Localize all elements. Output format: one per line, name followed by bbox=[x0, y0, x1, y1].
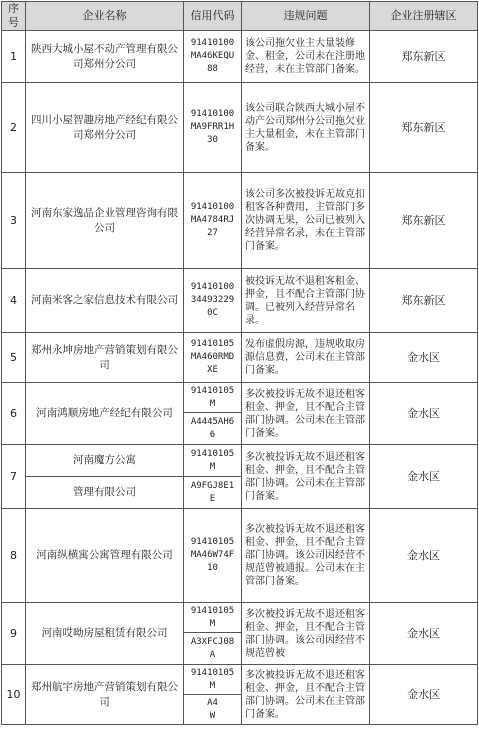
violation-text: 发布虚假房源，违规收取房源信息费，公司未在主管部门备案。 bbox=[242, 333, 370, 383]
region: 郑东新区 bbox=[370, 173, 478, 269]
region: 金水区 bbox=[370, 445, 478, 509]
row-index: 2 bbox=[2, 83, 26, 173]
credit-code-top: 91410105 M bbox=[184, 665, 242, 695]
table-row bbox=[2, 445, 478, 477]
credit-code: 91410105 MA460RMD XE bbox=[184, 333, 242, 383]
credit-code-bottom: A3XFCJ08 A bbox=[184, 633, 242, 665]
company-name: 郑州航宇房地产营销策划有限公司 bbox=[26, 665, 184, 725]
credit-code: 91410105 MA46W74F 10 bbox=[184, 509, 242, 603]
credit-code-top: 91410105 M bbox=[184, 445, 242, 477]
credit-code-top: 91410105 M bbox=[184, 383, 242, 413]
company-name: 河南鸿顺房地产经纪有限公司 bbox=[26, 383, 184, 445]
credit-code: 91410100 MA46KEQU 88 bbox=[184, 31, 242, 83]
violation-text: 该公司拖欠业主大量装修金、租金，公司未在注册地经营，未在主管部门备案。 bbox=[242, 31, 370, 83]
company-name: 河南哎呦房屋租赁有限公司 bbox=[26, 603, 184, 665]
credit-code-top: 91410105 M bbox=[184, 603, 242, 633]
row-index: 7 bbox=[2, 445, 26, 509]
violation-text: 该公司多次被投诉无故克扣租客各种费用，主管部门多次协调无果，公司已被列入经营异常名录，未在主管部门备案。 bbox=[242, 173, 370, 269]
company-name-top: 河南魔方公寓 bbox=[26, 445, 184, 477]
credit-code: 91410100 MA9FRR1H 30 bbox=[184, 83, 242, 173]
row-index: 4 bbox=[2, 269, 26, 333]
credit-code-bottom: A4 W bbox=[184, 695, 242, 725]
region: 郑东新区 bbox=[370, 31, 478, 83]
violation-text: 多次被投诉无故不退还租客租金、押金，且不配合主管部门协调。公司未在主管部门备案。 bbox=[242, 665, 370, 725]
table-row bbox=[2, 509, 478, 603]
table-row bbox=[2, 31, 478, 83]
table-row bbox=[2, 173, 478, 269]
company-name: 陕西大城小屋不动产管理有限公司郑州分公司 bbox=[26, 31, 184, 83]
row-index: 3 bbox=[2, 173, 26, 269]
region: 郑东新区 bbox=[370, 83, 478, 173]
row-index: 8 bbox=[2, 509, 26, 603]
region: 金水区 bbox=[370, 383, 478, 445]
company-name: 河南米客之家信息技术有限公司 bbox=[26, 269, 184, 333]
violations-table bbox=[1, 1, 478, 725]
region: 金水区 bbox=[370, 509, 478, 603]
table-row bbox=[2, 383, 478, 413]
table-row bbox=[2, 83, 478, 173]
row-index: 5 bbox=[2, 333, 26, 383]
region: 金水区 bbox=[370, 603, 478, 665]
violation-text: 多次被投诉无故不退还租客租金、押金，且不配合主管部门协调。公司未在主管部门备案。 bbox=[242, 383, 370, 445]
violation-text: 被投诉无故不退租客租金、押金，且不配合主管部门协调。已被列入经营异常名录。 bbox=[242, 269, 370, 333]
credit-code-bottom: A9FGJ8E1 E bbox=[184, 477, 242, 509]
violation-text: 多次被投诉无故不退还租客租金、押金，且不配合主管部门协调。公司未在主管部门备案。 bbox=[242, 445, 370, 509]
header-credit-code: 信用代码 bbox=[184, 2, 242, 31]
region: 金水区 bbox=[370, 665, 478, 725]
header-violation: 违规问题 bbox=[242, 2, 370, 31]
credit-code: 91410100 34493229 0C bbox=[184, 269, 242, 333]
row-index: 6 bbox=[2, 383, 26, 445]
company-name: 河南纵横寓公寓管理有限公司 bbox=[26, 509, 184, 603]
company-name-bottom: 管理有限公司 bbox=[26, 477, 184, 509]
company-name: 四川小屋智趣房地产经纪有限公司郑州分公司 bbox=[26, 83, 184, 173]
row-index: 1 bbox=[2, 31, 26, 83]
credit-code-bottom: A4445AH6 6 bbox=[184, 413, 242, 445]
row-index: 10 bbox=[2, 665, 26, 725]
credit-code: 91410100 MA4784RJ 27 bbox=[184, 173, 242, 269]
header-company-name: 企业名称 bbox=[26, 2, 184, 31]
table-row bbox=[2, 665, 478, 695]
region: 郑东新区 bbox=[370, 269, 478, 333]
table-row bbox=[2, 269, 478, 333]
header-region: 企业注册辖区 bbox=[370, 2, 478, 31]
company-name: 郑州永坤房地产营销策划有限公司 bbox=[26, 333, 184, 383]
header-row bbox=[2, 2, 478, 31]
violation-text: 多次被投诉无故不退还租客租金、押金，且不配合主管部门协调。该公司因经营不规范曾被 bbox=[242, 603, 370, 665]
header-index: 序号 bbox=[2, 2, 26, 31]
table-row bbox=[2, 333, 478, 383]
table-row bbox=[2, 603, 478, 633]
company-name: 河南东家逸品企业管理咨询有限公司 bbox=[26, 173, 184, 269]
region: 金水区 bbox=[370, 333, 478, 383]
row-index: 9 bbox=[2, 603, 26, 665]
violation-text: 多次被投诉无故不退还租客租金、押金，且不配合主管部门协调。该公司因经营不规范曾被通报。公司未在主管部门备案。 bbox=[242, 509, 370, 603]
violation-text: 该公司联合陕西大城小屋不动产公司郑州分公司拖欠业主大量租金，未在主管部门备案。 bbox=[242, 83, 370, 173]
